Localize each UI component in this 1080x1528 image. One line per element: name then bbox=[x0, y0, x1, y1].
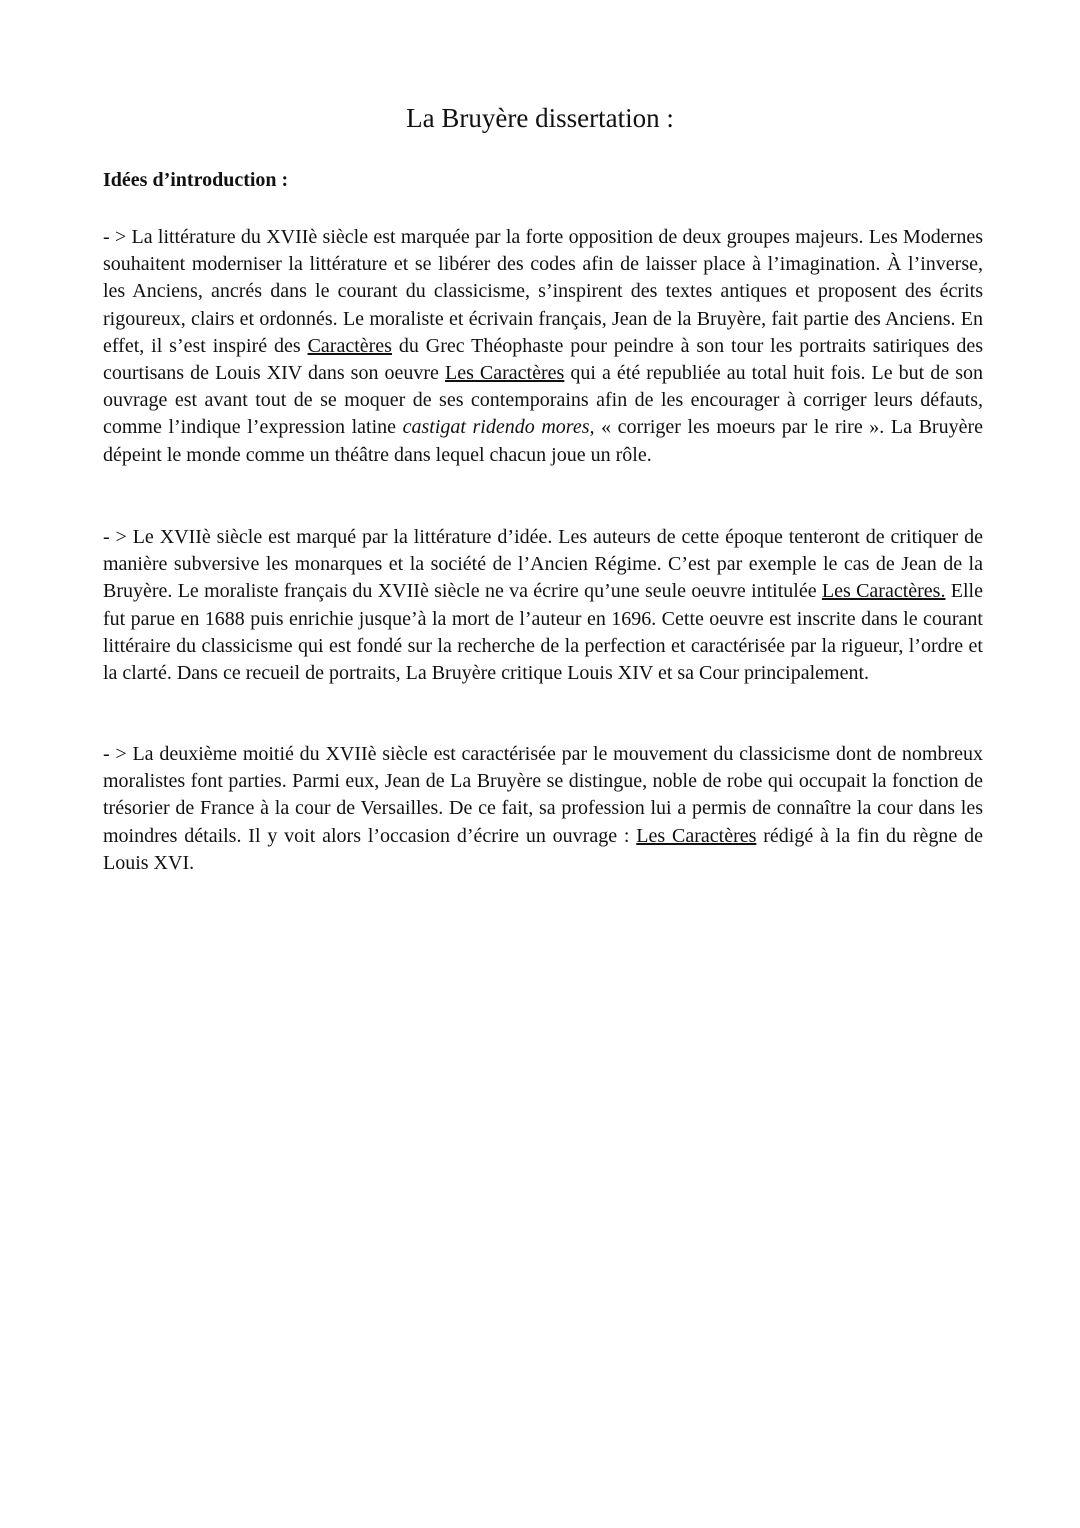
paragraph-text: « corriger les moeurs par le rire ». La Bruyère dépeint le monde comme un théâtre dans lequel chacun joue un rôle. bbox=[103, 416, 983, 466]
paragraph-text: - > La deuxième moitié du XVIIè siècle est caractérisée par le mouvement du classicisme dont de nombreux moralistes font parties. Parmi eux, Jean de La Bruyère se distingue, noble de robe qui occupait la fonction de trésorier de France à la cour de Versailles. De ce fait, sa profession lui a permis de connaître la cour dans les moindres détails. Il y voit alors l’occasion d’écrire un ouvrage : bbox=[103, 743, 983, 847]
paragraph-text: - > Le XVIIè siècle est marqué par la littérature d’idée. Les auteurs de cette époque tenteront de critiquer de manière subversive les monarques et la société de l’Ancien Régime. C’est par exemple le cas de Jean de la Bruyère. Le moraliste français du XVIIè siècle ne va écrire qu’une seule oeuvre intitulée bbox=[103, 526, 983, 603]
paragraph-text: rédigé à la fin du règne de Louis XVI. bbox=[103, 824, 983, 874]
paragraph-2 bbox=[103, 524, 983, 687]
paragraph-text: Elle fut parue en 1688 puis enrichie jusque’à la mort de l’auteur en 1696. Cette oeuvre est inscrite dans le courant littéraire du classicisme qui est fondé sur la recherche de la perfection et caractérisée par la rigueur, l’ordre et la clarté. Dans ce recueil de portraits, La Bruyère critique Louis XIV et sa Cour principalement. bbox=[103, 580, 983, 685]
book-title-reference: Les Caractères. bbox=[821, 580, 946, 603]
section-heading: Idées d’introduction : bbox=[103, 169, 289, 191]
paragraph-text: qui a été republiée au total huit fois. Le but de son ouvrage est avant tout de se moquer de ses contemporains afin de les encourager à corriger leurs défauts, comme l’indique l’expression latine bbox=[103, 362, 984, 439]
latin-quote: castigat ridendo mores, bbox=[402, 416, 595, 439]
document-title: La Bruyère dissertation : bbox=[406, 103, 674, 133]
paragraph-text: - > La littérature du XVIIè siècle est marquée par la forte opposition de deux groupes majeurs. Les Modernes souhaitent moderniser la littérature et se libérer des codes afin de laisser place à l’imagination. À l’inverse, les Anciens, ancrés dans le courant du classicisme, s’inspirent des textes antiques et proposent des écrits rigoureux, clairs et ordonnés. Le moraliste et écrivain français, Jean de la Bruyère, fait partie des Anciens. En effet, il s’est inspiré des bbox=[103, 226, 983, 357]
book-title-reference: Les Caractères bbox=[444, 362, 565, 385]
book-title-reference: Les Caractères bbox=[636, 824, 757, 847]
book-title-reference: Caractères bbox=[307, 334, 392, 357]
paragraph-1 bbox=[103, 224, 983, 469]
paragraph-3 bbox=[103, 741, 983, 877]
paragraph-text: du Grec Théophaste pour peindre à son tour les portraits satiriques des courtisans de Louis XIV dans son oeuvre bbox=[103, 334, 983, 385]
